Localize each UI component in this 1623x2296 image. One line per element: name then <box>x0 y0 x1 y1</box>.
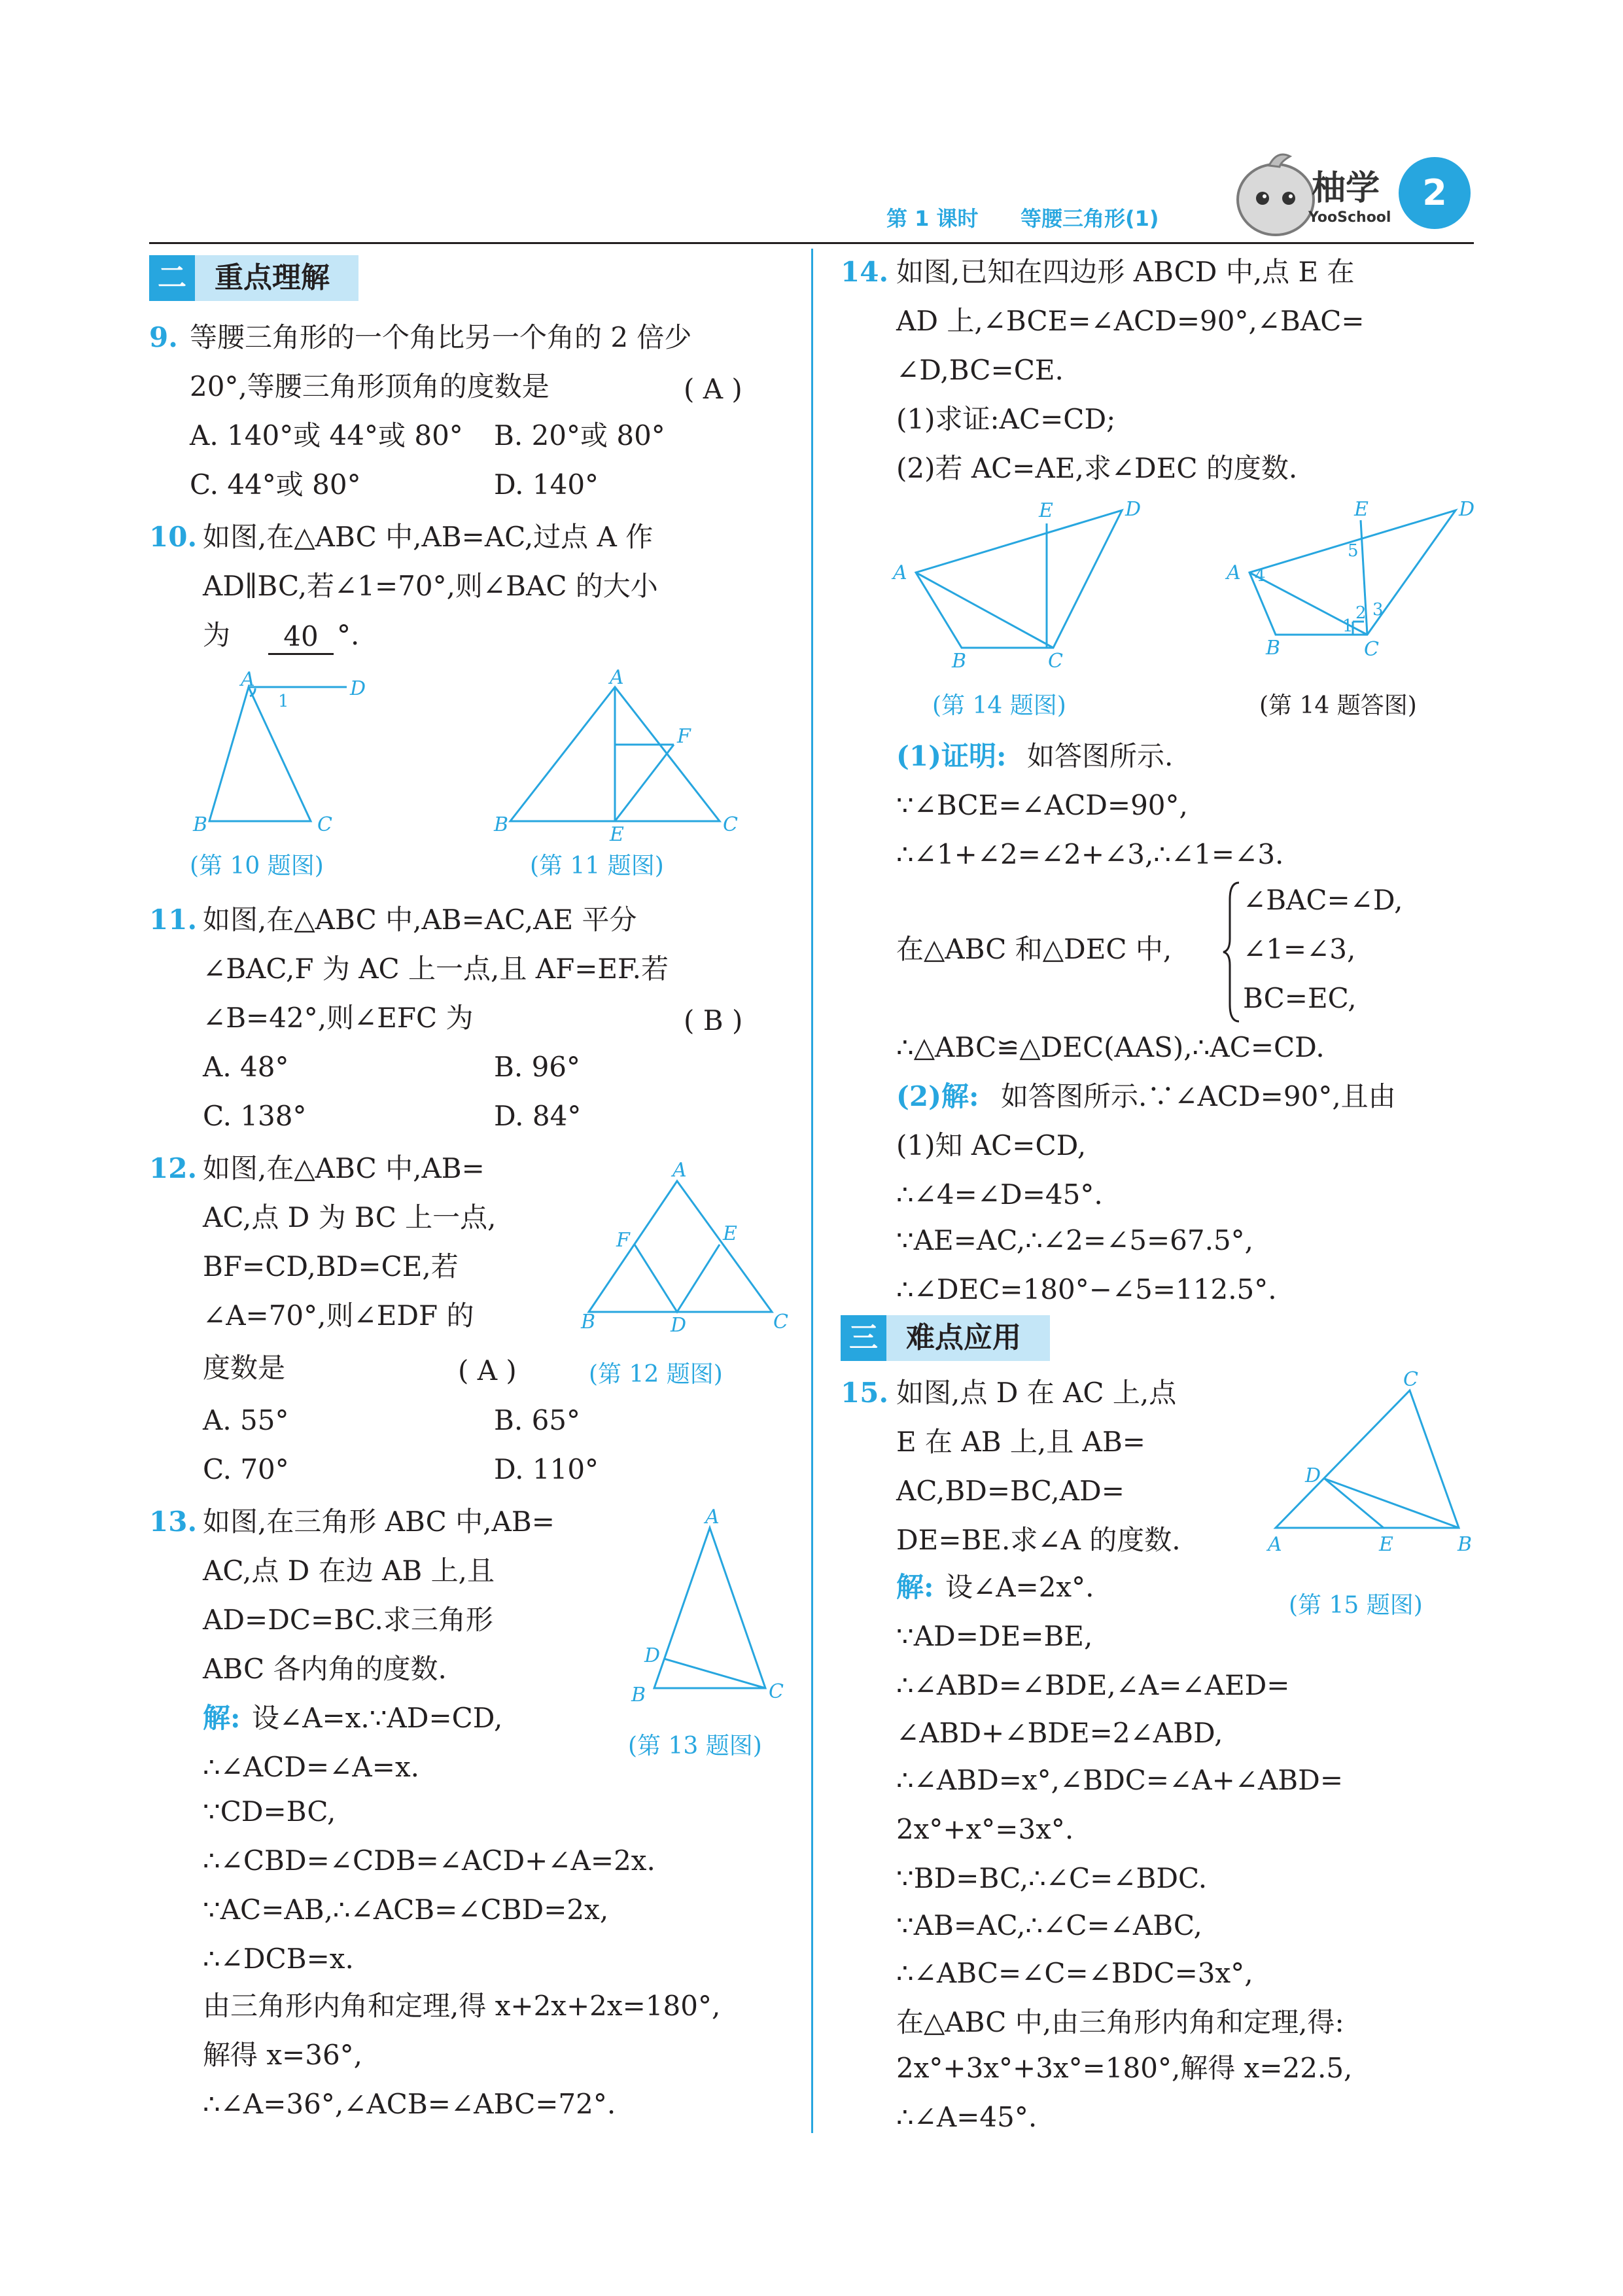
label-a: A <box>672 1159 687 1182</box>
solution-line: ∴△ABC≌△DEC(AAS),∴AC=CD. <box>896 1031 1325 1063</box>
label-a: A <box>705 1506 720 1528</box>
option-a: A. 140°或 44°或 80° <box>190 419 463 451</box>
option-d: D. 84° <box>494 1100 582 1132</box>
label-c: C <box>317 813 332 836</box>
label-d: D <box>1125 498 1142 521</box>
question-text: AC,BD=BC,AD= <box>896 1475 1125 1507</box>
question-text: 等腰三角形的一个角比另一个角的 2 倍少 <box>190 321 692 353</box>
question-text: DE=BE.求∠A 的度数. <box>896 1524 1181 1556</box>
solution-line: 由三角形内角和定理,得 x+2x+2x=180°, <box>203 1990 721 2022</box>
header-topic: 等腰三角形(1) <box>1021 206 1159 231</box>
solution-label: 解: <box>203 1702 241 1734</box>
option-b: B. 20°或 80° <box>494 419 665 451</box>
label-c: C <box>723 813 738 836</box>
solution-line: ∠ABD+∠BDE=2∠ABD, <box>896 1717 1223 1749</box>
option-a: A. 55° <box>203 1404 289 1436</box>
brace <box>1222 880 1242 1024</box>
label-b: B <box>1457 1533 1473 1556</box>
section-key-understanding <box>149 255 358 301</box>
figure-caption: (第 14 题图) <box>932 692 1066 719</box>
answer-choice: ( B ) <box>684 1004 743 1036</box>
question-text: BF=CD,BD=CE,若 <box>203 1250 459 1282</box>
option-d: D. 110° <box>494 1453 599 1485</box>
answer-choice: ( A ) <box>684 373 742 405</box>
label-c: C <box>1048 650 1063 673</box>
answer-choice: ( A ) <box>458 1354 517 1386</box>
solution-line: ∵AC=AB,∴∠ACB=∠CBD=2x, <box>203 1894 609 1926</box>
question-number: 13. <box>149 1506 198 1538</box>
question-text: 如图,在△ABC 中,AB= <box>203 1152 485 1184</box>
label-b: B <box>1266 637 1281 660</box>
label-e: E <box>1354 498 1369 521</box>
question-text: AC,点 D 在边 AB 上,且 <box>203 1555 495 1587</box>
solution-line: ∴∠4=∠D=45°. <box>896 1178 1103 1210</box>
solution-label: 解: <box>896 1571 934 1603</box>
solution-line: 如答图所示. <box>1027 740 1174 772</box>
page-number: 2 <box>1422 172 1447 213</box>
section-title: 重点理解 <box>215 261 330 294</box>
solution-line: ∴∠1+∠2=∠2+∠3,∴∠1=∠3. <box>896 838 1284 870</box>
question-text: ∠B=42°,则∠EFC 为 <box>203 1002 474 1034</box>
label-5: 5 <box>1348 541 1359 561</box>
figure-11 <box>494 666 746 846</box>
label-a: A <box>1227 561 1241 584</box>
question-number: 11. <box>149 904 198 936</box>
solution-line: ∴∠A=45°. <box>896 2101 1038 2133</box>
question-text: 如图,在三角形 ABC 中,AB= <box>203 1506 555 1538</box>
fill-answer: 40 <box>268 623 334 655</box>
solution-line: ∵AE=AC,∴∠2=∠5=67.5°, <box>896 1224 1254 1256</box>
question-text: 如图,点 D 在 AC 上,点 <box>896 1377 1177 1409</box>
label-d: D <box>644 1644 661 1667</box>
question-text: 度数是 <box>203 1352 286 1384</box>
brand-name: 柚学 <box>1312 169 1380 208</box>
option-a: A. 48° <box>203 1051 289 1083</box>
label-a: A <box>893 561 907 584</box>
column-divider <box>811 249 813 2133</box>
label-b: B <box>631 1684 646 1706</box>
figure-15 <box>1263 1368 1478 1570</box>
section-difficult-application <box>841 1315 1050 1361</box>
question-text: AD 上,∠BCE=∠ACD=90°,∠BAC= <box>896 305 1365 337</box>
solution-line: ∵AB=AC,∴∠C=∠ABC, <box>896 1909 1202 1941</box>
question-text: AC,点 D 为 BC 上一点, <box>203 1201 497 1233</box>
question-text: 为 <box>203 619 231 651</box>
label-b: B <box>581 1311 596 1333</box>
solution-line: ∴∠ACD=∠A=x. <box>203 1751 419 1783</box>
label-a: A <box>241 668 255 691</box>
figure-12 <box>581 1159 792 1337</box>
question-text: ABC 各内角的度数. <box>203 1653 447 1685</box>
label-b: B <box>193 813 208 836</box>
label-f: F <box>616 1229 630 1252</box>
section-title: 难点应用 <box>906 1321 1021 1354</box>
option-c: C. 44°或 80° <box>190 468 361 501</box>
solution-line: ∴∠ABC=∠C=∠BDC=3x°, <box>896 1957 1253 1989</box>
option-c: C. 70° <box>203 1453 289 1485</box>
question-number: 9. <box>149 321 178 353</box>
option-d: D. 140° <box>494 468 599 501</box>
question-text: °. <box>337 619 360 651</box>
solution-line: 设∠A=2x°. <box>945 1571 1094 1603</box>
question-text: 如图,在△ABC 中,AB=AC,AE 平分 <box>203 904 637 936</box>
figure-caption: (第 15 题图) <box>1289 1592 1423 1619</box>
figure-caption: (第 13 题图) <box>628 1733 762 1759</box>
solution-line: ∴∠DEC=180°−∠5=112.5°. <box>896 1273 1277 1305</box>
label-f: F <box>677 725 691 748</box>
question-text: 20°,等腰三角形顶角的度数是 <box>190 370 550 402</box>
question-text: ∠A=70°,则∠EDF 的 <box>203 1299 474 1332</box>
question-text: ∠BAC,F 为 AC 上一点,且 AF=EF.若 <box>203 953 669 985</box>
mascot-logo <box>1230 147 1321 239</box>
solution-line: ∵∠BCE=∠ACD=90°, <box>896 789 1188 821</box>
brace-line: BC=EC, <box>1243 982 1357 1014</box>
solution-line: 2x°+3x°+3x°=180°,解得 x=22.5, <box>896 2052 1353 2084</box>
figure-caption: (第 14 题答图) <box>1259 692 1417 719</box>
solution-line: ∴∠ABD=∠BDE,∠A=∠AED= <box>896 1669 1290 1701</box>
figure-caption: (第 12 题图) <box>589 1361 723 1388</box>
label-4: 4 <box>1255 566 1266 586</box>
label-b: B <box>952 650 967 673</box>
question-number: 15. <box>841 1377 889 1409</box>
figure-caption: (第 11 题图) <box>530 853 664 879</box>
option-b: B. 65° <box>494 1404 581 1436</box>
solution-line: ∵CD=BC, <box>203 1795 336 1828</box>
question-text: 如图,在△ABC 中,AB=AC,过点 A 作 <box>203 521 654 553</box>
question-text: AD=DC=BC.求三角形 <box>203 1604 493 1636</box>
label-c: C <box>1364 638 1379 661</box>
solution-line: 在△ABC 中,由三角形内角和定理,得: <box>896 2006 1344 2038</box>
label-e: E <box>723 1222 737 1245</box>
question-text: E 在 AB 上,且 AB= <box>896 1426 1145 1458</box>
label-e: E <box>610 823 624 846</box>
solution-line: 设∠A=x.∵AD=CD, <box>252 1702 503 1734</box>
option-b: B. 96° <box>494 1051 581 1083</box>
figure-14-answer <box>1227 498 1478 674</box>
label-2: 2 <box>1355 603 1367 623</box>
figure-14 <box>893 498 1158 674</box>
option-c: C. 138° <box>203 1100 307 1132</box>
solution-label: (1)证明: <box>896 740 1007 772</box>
solution-line: ∴∠A=36°,∠ACB=∠ABC=72°. <box>203 2088 616 2120</box>
label-d: D <box>1305 1464 1321 1487</box>
question-text: (1)求证:AC=CD; <box>896 403 1116 435</box>
solution-line: ∴∠DCB=x. <box>203 1943 354 1975</box>
section-number: 三 <box>841 1315 886 1361</box>
solution-line: 如答图所示.∵∠ACD=90°,且由 <box>1001 1080 1396 1112</box>
label-d: D <box>350 677 366 700</box>
solution-line: ∵AD=DE=BE, <box>896 1620 1093 1652</box>
label-1: 1 <box>1342 616 1353 636</box>
label-1: 1 <box>278 692 289 711</box>
label-c: C <box>769 1680 784 1703</box>
brace-line: ∠1=∠3, <box>1243 933 1356 965</box>
page-number-badge <box>1399 157 1471 229</box>
label-a: A <box>610 666 624 689</box>
question-number: 14. <box>841 256 889 288</box>
solution-line: (1)知 AC=CD, <box>896 1129 1087 1161</box>
header-lesson: 第 1 课时 <box>886 206 979 231</box>
solution-line: ∴∠ABD=x°,∠BDC=∠A+∠ABD= <box>896 1764 1344 1796</box>
solution-line: ∵BD=BC,∴∠C=∠BDC. <box>896 1862 1208 1894</box>
label-d: D <box>671 1314 687 1337</box>
label-d: D <box>1459 498 1475 521</box>
figure-10 <box>190 668 386 838</box>
question-text: AD∥BC,若∠1=70°,则∠BAC 的大小 <box>203 570 658 602</box>
brand-name-en: YooSchool <box>1308 209 1391 226</box>
solution-line: 2x°+x°=3x°. <box>896 1813 1074 1845</box>
question-text: 如图,已知在四边形 ABCD 中,点 E 在 <box>896 256 1355 288</box>
figure-caption: (第 10 题图) <box>190 853 324 879</box>
header-rule <box>149 242 1474 244</box>
question-number: 10. <box>149 521 198 553</box>
label-3: 3 <box>1372 600 1384 620</box>
solution-line: 在△ABC 和△DEC 中, <box>896 933 1172 965</box>
question-number: 12. <box>149 1152 198 1184</box>
solution-label: (2)解: <box>896 1080 979 1112</box>
solution-line: ∴∠CBD=∠CDB=∠ACD+∠A=2x. <box>203 1845 655 1877</box>
section-number: 二 <box>149 255 195 301</box>
label-c: C <box>1403 1368 1418 1391</box>
label-e: E <box>1039 499 1053 522</box>
question-text: (2)若 AC=AE,求∠DEC 的度数. <box>896 452 1298 484</box>
label-a: A <box>1268 1533 1282 1556</box>
solution-line: 解得 x=36°, <box>203 2039 363 2071</box>
label-b: B <box>494 813 509 836</box>
figure-13 <box>628 1506 785 1706</box>
question-text: ∠D,BC=CE. <box>896 354 1064 386</box>
brace-line: ∠BAC=∠D, <box>1243 884 1403 916</box>
label-c: C <box>773 1311 788 1333</box>
label-e: E <box>1379 1533 1393 1556</box>
